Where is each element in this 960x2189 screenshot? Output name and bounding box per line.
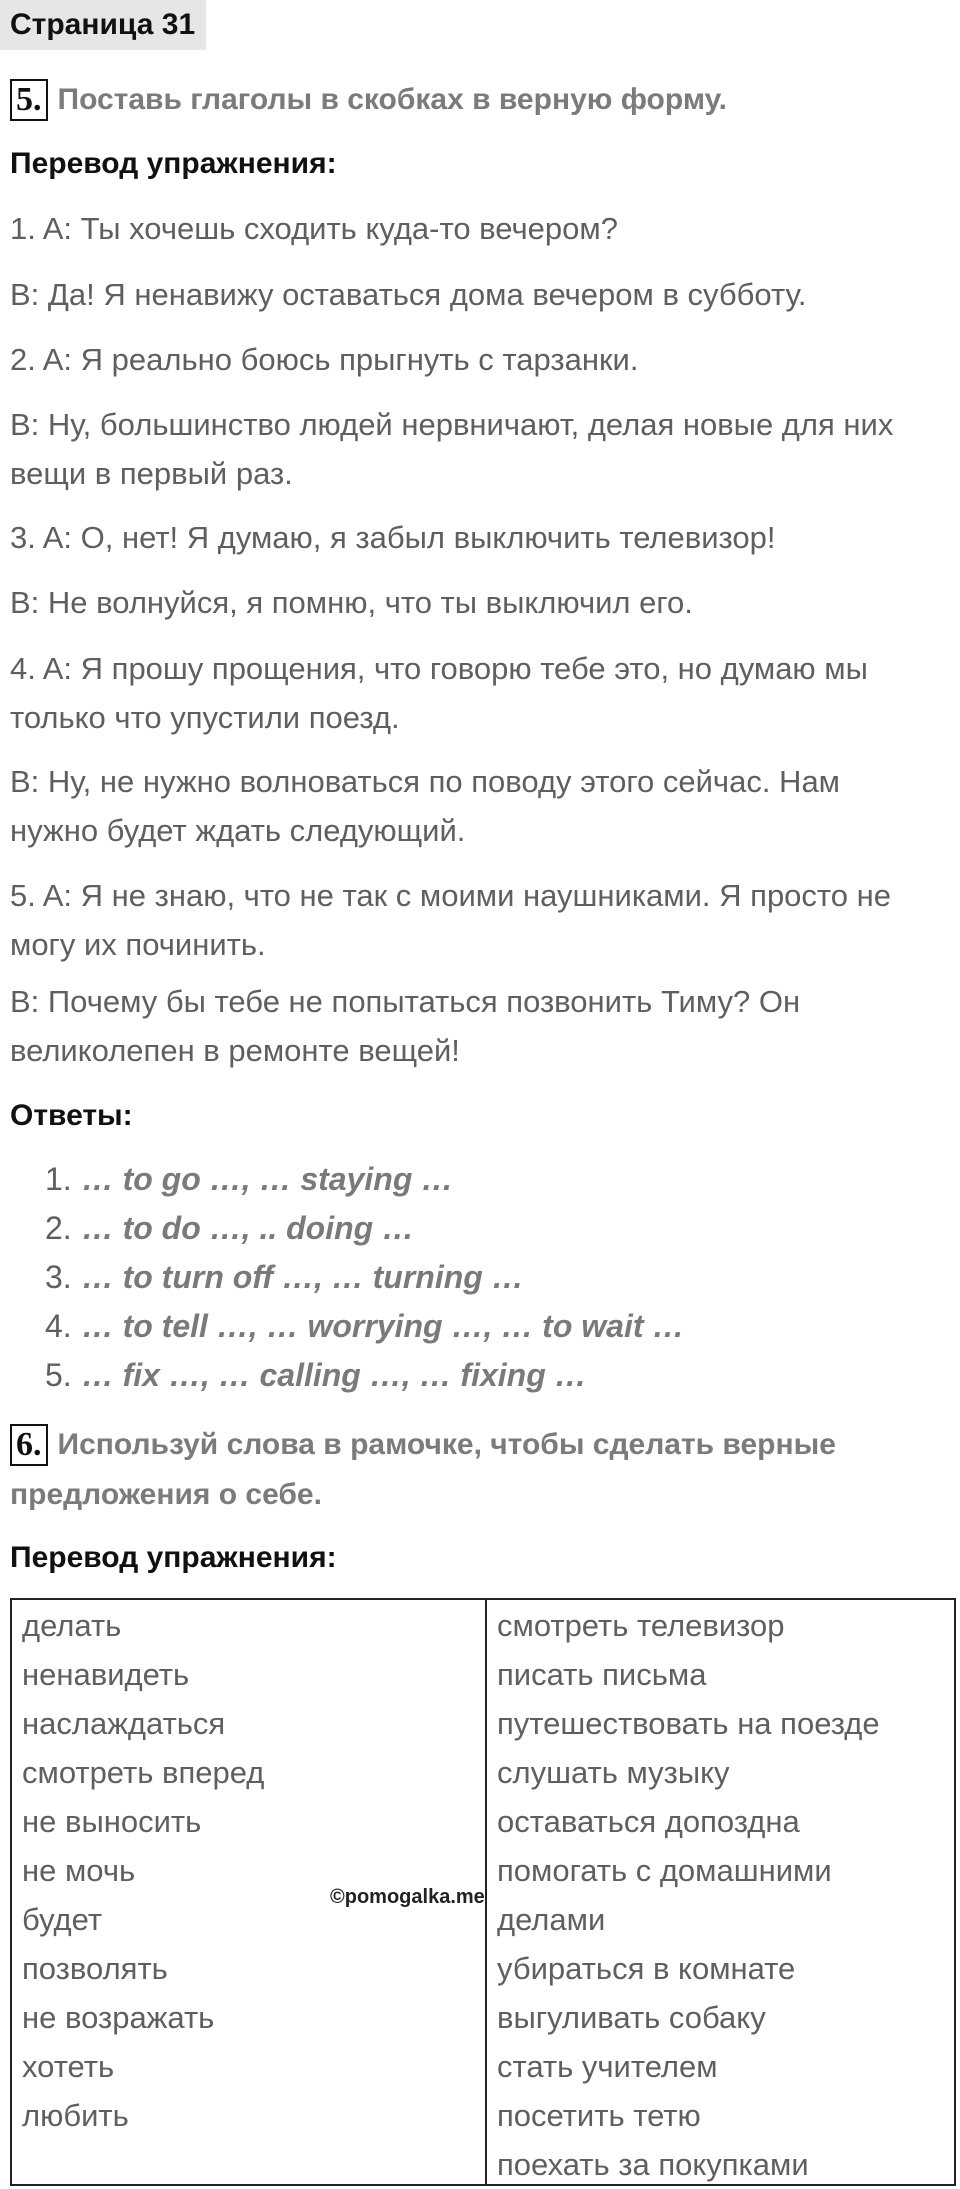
- word-item: ненавидеть: [22, 1657, 190, 1692]
- word-item: писать письма: [497, 1657, 707, 1692]
- translation-line: B: Ну, не нужно волноваться по поводу этого сейчас. Нам: [10, 764, 840, 799]
- translation-line: 1. A: Ты хочешь сходить куда-то вечером?: [10, 211, 618, 246]
- answer-number: 3.: [45, 1259, 72, 1295]
- word-item: посетить тетю: [497, 2098, 701, 2133]
- word-item: оставаться допоздна: [497, 1804, 800, 1839]
- translation-line: B: Почему бы тебе не попытаться позвонить Тиму? Он: [10, 984, 801, 1019]
- answer-item: [45, 1253, 684, 1302]
- exercise-5-translation-label: Перевод упражнения:: [10, 147, 337, 180]
- word-item: хотеть: [22, 2049, 115, 2084]
- answer-number: 5.: [45, 1357, 72, 1393]
- translation-line: 4. A: Я прошу прощения, что говорю тебе это, но думаю мы: [10, 651, 868, 686]
- word-item: помогать с домашними: [497, 1853, 832, 1888]
- answer-item: [45, 1155, 684, 1204]
- word-item: смотреть вперед: [22, 1755, 265, 1790]
- answer-text: … fix …, … calling …, … fixing …: [81, 1357, 587, 1393]
- answer-number: 4.: [45, 1308, 72, 1344]
- exercise-5-instruction: Поставь глаголы в скобках в верную форму.: [57, 83, 727, 117]
- translation-line: B: Да! Я ненавижу оставаться дома вечером в субботу.: [10, 277, 807, 312]
- word-item: делать: [22, 1608, 122, 1643]
- answer-text: … to turn off …, … turning …: [81, 1259, 524, 1295]
- answer-number: 2.: [45, 1210, 72, 1246]
- word-item: выгуливать собаку: [497, 2000, 766, 2035]
- word-item: стать учителем: [497, 2049, 718, 2084]
- word-item: делами: [497, 1902, 606, 1937]
- page-title: Страница 31: [0, 0, 206, 50]
- exercise-6-header: [10, 1419, 836, 1470]
- answers-list: [45, 1155, 684, 1400]
- translation-line: вещи в первый раз.: [10, 456, 293, 491]
- translation-line: только что упустили поезд.: [10, 700, 400, 735]
- exercise-6-translation-label: Перевод упражнения:: [10, 1541, 337, 1574]
- word-item: не выносить: [22, 1804, 202, 1839]
- word-item: путешествовать на поезде: [497, 1706, 880, 1741]
- translation-line: 3. A: О, нет! Я думаю, я забыл выключить телевизор!: [10, 520, 776, 555]
- word-item: убираться в комнате: [497, 1951, 796, 1986]
- word-item: наслаждаться: [22, 1706, 226, 1741]
- translation-line: нужно будет ждать следующий.: [10, 813, 466, 848]
- exercise-6-header-line2: [10, 1469, 322, 1520]
- exercise-6-instruction-line1: Используй слова в рамочке, чтобы сделать верные: [57, 1428, 836, 1462]
- word-box-right-column: [487, 1600, 954, 2184]
- word-item: поехать за покупками: [497, 2147, 809, 2182]
- answer-item: [45, 1302, 684, 1351]
- exercise-6-instruction-line2: предложения о себе.: [10, 1478, 322, 1512]
- translation-line: B: Ну, большинство людей нервничают, делая новые для них: [10, 407, 894, 442]
- watermark: ©pomogalka.me: [330, 1886, 485, 1908]
- exercise-6-number: 6.: [10, 1424, 48, 1466]
- word-item: позволять: [22, 1951, 168, 1986]
- answer-text: … to go …, … staying …: [81, 1161, 454, 1197]
- answer-text: … to do …, .. doing …: [81, 1210, 415, 1246]
- word-item: любить: [22, 2098, 129, 2133]
- translation-line: B: Не волнуйся, я помню, что ты выключил его.: [10, 585, 693, 620]
- word-item: не возражать: [22, 2000, 215, 2035]
- exercise-5-header: [10, 74, 727, 125]
- answer-item: [45, 1204, 684, 1253]
- translation-line: 2. A: Я реально боюсь прыгнуть с тарзанки.: [10, 342, 639, 377]
- word-item: смотреть телевизор: [497, 1608, 785, 1643]
- translation-line: могу их починить.: [10, 927, 266, 962]
- word-item: не мочь: [22, 1853, 136, 1888]
- answers-label: Ответы:: [10, 1099, 133, 1132]
- answer-item: [45, 1351, 684, 1400]
- answer-text: … to tell …, … worrying …, … to wait …: [81, 1308, 685, 1344]
- answer-number: 1.: [45, 1161, 72, 1197]
- translation-line: 5. A: Я не знаю, что не так с моими наушниками. Я просто не: [10, 878, 891, 913]
- exercise-5-number: 5.: [10, 79, 48, 121]
- translation-line: великолепен в ремонте вещей!: [10, 1033, 460, 1068]
- word-item: слушать музыку: [497, 1755, 730, 1790]
- word-item: будет: [22, 1902, 103, 1937]
